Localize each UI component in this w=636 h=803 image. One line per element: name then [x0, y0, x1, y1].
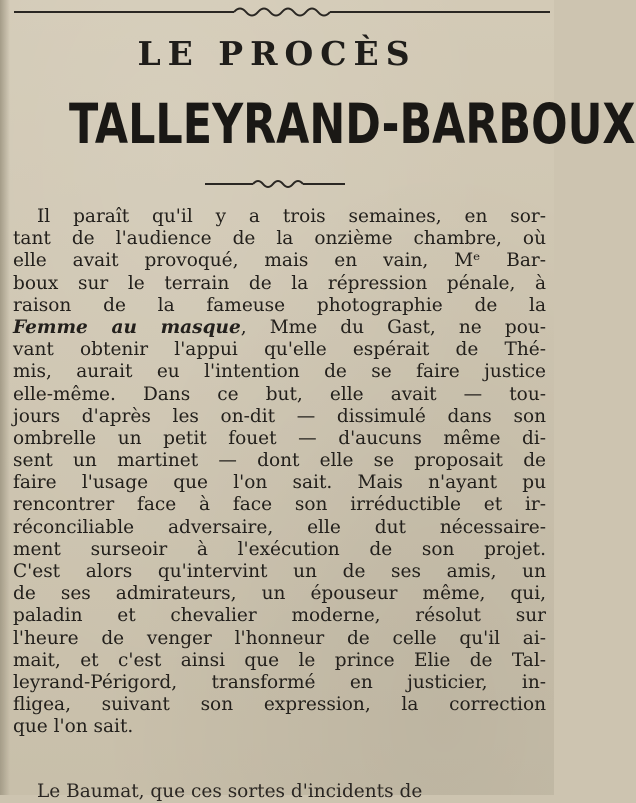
body-line: faire l'usage que l'on sait. Mais n'ayant pu [13, 472, 546, 494]
body-line: elle-même. Dans ce but, elle avait — tou- [13, 383, 546, 405]
body-line: C'est alors qu'intervint un de ses amis, un [13, 561, 546, 582]
body-line-tail: , Mme du Gast, ne pou- [240, 316, 546, 338]
truncated-next-paragraph: Le Baumat, que ces sortes d'incidents de [37, 781, 423, 802]
body-line: réconciliable adversaire, elle dut nécessaire- [13, 516, 546, 538]
italic-title: Femme au masque [13, 316, 241, 338]
body-line: sent un martinet — dont elle se proposait de [13, 450, 546, 472]
body-line: vant obtenir l'appui qu'elle espérait de Thé- [13, 339, 546, 361]
body-line: que l'on sait. [13, 716, 134, 738]
body-line: jours d'après les on-dit — dissimulé dans son [13, 405, 546, 427]
article-headline: TALLEYRAND-BARBOUX [68, 92, 636, 156]
body-line: elle avait provoqué, mais en vain, Mᵉ Bar- [13, 250, 546, 272]
body-line: fligea, suivant son expression, la correction [13, 694, 546, 716]
body-line: de ses admirateurs, un épouseur même, qui, [13, 583, 546, 605]
body-line: ombrelle un petit fouet — d'aucuns même di- [13, 427, 546, 449]
body-line: rencontrer face à face son irréductible et ir- [13, 494, 546, 516]
body-line: tant de l'audience de la onzième chambre, où [13, 228, 546, 250]
headline-ornamental-rule [205, 174, 345, 192]
body-line: Il paraît qu'il y a trois semaines, en sor- [37, 206, 546, 227]
body-line: mis, aurait eu l'intention de se faire justice [13, 361, 546, 383]
top-ornamental-rule [14, 3, 550, 19]
body-line-composite [13, 317, 546, 339]
article-body [13, 206, 546, 739]
body-line: l'heure de venger l'honneur de celle qu'il ai- [13, 627, 546, 649]
article-kicker: LE PROCÈS [137, 34, 417, 73]
body-line: ment surseoir à l'exécution de son projet. [13, 538, 546, 560]
body-line: mait, et c'est ainsi que le prince Elie de Tal- [13, 649, 546, 671]
body-line: boux sur le terrain de la répression pénale, à [13, 272, 546, 294]
body-line: raison de la fameuse photographie de la [13, 294, 546, 316]
body-line: leyrand-Périgord, transformé en justicier, in- [13, 671, 546, 693]
page-edge-shadow [0, 0, 10, 795]
body-line: paladin et chevalier moderne, résolut sur [13, 605, 546, 627]
